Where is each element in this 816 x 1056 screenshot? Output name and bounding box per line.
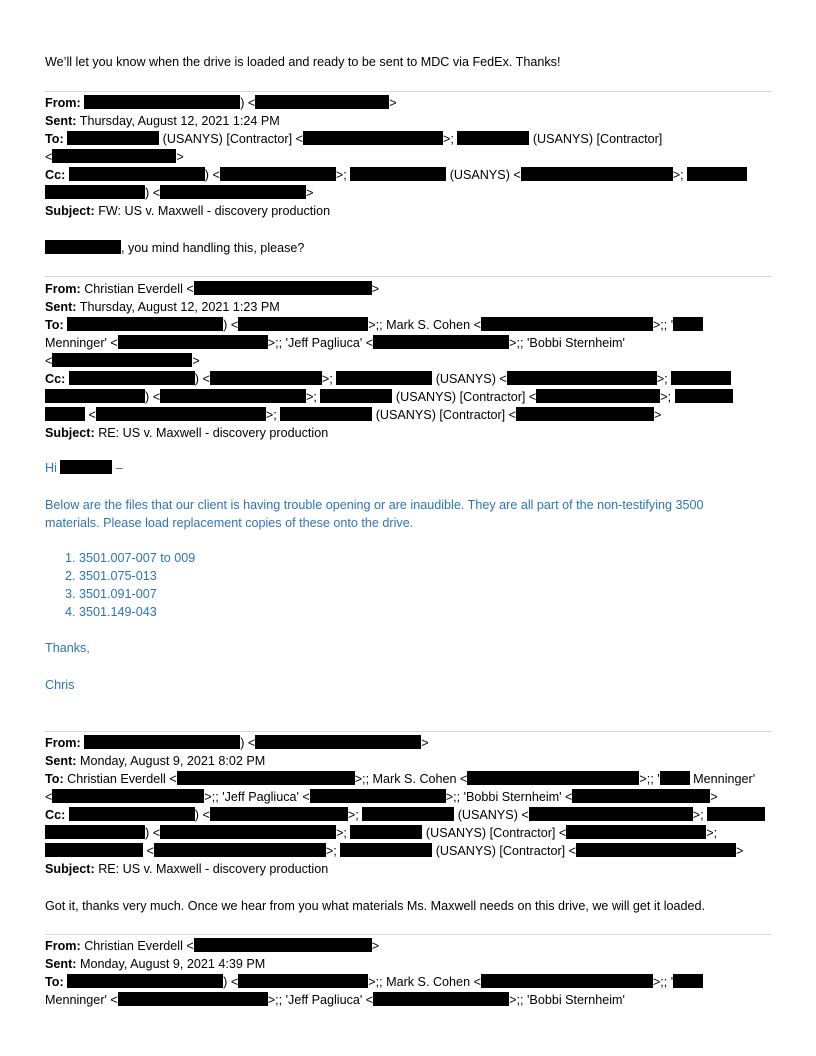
redaction xyxy=(529,807,693,821)
redaction xyxy=(310,789,446,803)
email1-sent: Sent: Thursday, August 12, 2021 1:24 PM xyxy=(45,114,280,128)
redaction xyxy=(69,371,195,385)
email1-to: To: (USANYS) [Contractor] < >; (USANYS) [Contractor] xyxy=(45,132,663,146)
redaction xyxy=(160,185,306,199)
redaction xyxy=(373,992,509,1006)
email1-to-cont: < > xyxy=(45,150,184,164)
redaction xyxy=(671,371,731,385)
redaction xyxy=(118,335,268,349)
email2-sent: Sent: Thursday, August 12, 2021 1:23 PM xyxy=(45,300,280,314)
email3-cc: Cc: ) < >; (USANYS) < >; xyxy=(45,806,765,824)
email1-cc: Cc: ) < >; (USANYS) < >; xyxy=(45,166,747,184)
email2-body-line1: Below are the files that our client is having trouble opening or are inaudible. They are all part of the non-testifying 3500 xyxy=(45,498,704,512)
email2-to: To: ) < >;; Mark S. Cohen < >;; ' xyxy=(45,316,703,334)
intro-text: We’ll let you know when the drive is loaded and ready to be sent to MDC via FedEx. Thanks! xyxy=(45,55,561,69)
redaction xyxy=(481,974,653,988)
redaction xyxy=(118,992,268,1006)
redaction xyxy=(481,317,653,331)
redaction xyxy=(576,843,736,857)
redaction xyxy=(303,131,443,145)
email2-closing: Thanks, xyxy=(45,641,90,655)
redaction xyxy=(45,240,121,254)
email2-cc-cont2: < >; (USANYS) [Contractor] < > xyxy=(45,406,661,424)
redaction xyxy=(238,974,368,988)
redaction xyxy=(457,131,529,145)
redaction xyxy=(52,789,204,803)
email2-cc-cont: ) < >; (USANYS) [Contractor] < >; xyxy=(45,388,733,406)
redaction xyxy=(280,407,372,421)
redaction xyxy=(154,843,326,857)
divider xyxy=(45,731,772,732)
redaction xyxy=(373,335,509,349)
redaction xyxy=(566,825,706,839)
email2-to-cont: Menninger' < >;; 'Jeff Pagliuca' < >;; 'Bobbi Sternheim' xyxy=(45,336,625,350)
redaction xyxy=(350,167,446,181)
redaction xyxy=(45,407,85,421)
redaction xyxy=(52,353,192,367)
email3-body: Got it, thanks very much. Once we hear from you what materials Ms. Maxwell needs on this drive, we will get it loaded. xyxy=(45,899,706,913)
redaction xyxy=(362,807,454,821)
email3-cc-cont: ) < >; (USANYS) [Contractor] < >; xyxy=(45,824,717,842)
email1-from: From: ) < > xyxy=(45,96,397,110)
email3-to: To: Christian Everdell < >;; Mark S. Cohen < >;; ' Menninger' xyxy=(45,772,756,786)
file-list-item: 4. 3501.149-043 xyxy=(65,605,157,619)
file-list-item: 3. 3501.091-007 xyxy=(65,587,157,601)
redaction xyxy=(238,317,368,331)
redaction xyxy=(210,807,348,821)
redaction xyxy=(45,825,145,839)
email3-from: From: ) < > xyxy=(45,736,429,750)
redaction xyxy=(67,974,223,988)
email3-to-cont: < >;; 'Jeff Pagliuca' < >;; 'Bobbi Sternheim' < > xyxy=(45,790,718,804)
email2-from: From: Christian Everdell < > xyxy=(45,282,380,296)
email4-to: To: ) < >;; Mark S. Cohen < >;; ' xyxy=(45,973,703,991)
email3-subject: Subject: RE: US v. Maxwell - discovery production xyxy=(45,862,329,876)
email2-signature: Chris xyxy=(45,678,75,692)
email2-cc: Cc: ) < >; (USANYS) < >; xyxy=(45,370,731,388)
email3-cc-cont2: < >; (USANYS) [Contractor] < > xyxy=(45,842,743,860)
redaction xyxy=(220,167,336,181)
redaction xyxy=(467,771,639,785)
email3-sent: Sent: Monday, August 9, 2021 8:02 PM xyxy=(45,754,266,768)
redaction xyxy=(45,389,145,403)
redaction xyxy=(673,317,703,331)
email4-to-cont: Menninger' < >;; 'Jeff Pagliuca' < >;; 'Bobbi Sternheim' xyxy=(45,993,625,1007)
redaction xyxy=(69,807,195,821)
email2-greeting: Hi – xyxy=(45,461,123,475)
redaction xyxy=(350,825,422,839)
email4-from: From: Christian Everdell < > xyxy=(45,939,380,953)
redaction xyxy=(194,281,372,295)
email2-to-cont2: < > xyxy=(45,354,200,368)
email1-body: , you mind handling this, please? xyxy=(45,239,304,257)
redaction xyxy=(52,149,176,163)
redaction xyxy=(160,389,306,403)
redaction xyxy=(687,167,747,181)
redaction xyxy=(521,167,673,181)
email1-cc-cont: ) < > xyxy=(45,184,313,202)
email4-sent: Sent: Monday, August 9, 2021 4:39 PM xyxy=(45,957,266,971)
redaction xyxy=(507,371,657,385)
redaction xyxy=(67,131,159,145)
email2-body-line2: materials. Please load replacement copies of these onto the drive. xyxy=(45,516,414,530)
divider xyxy=(45,91,772,92)
redaction xyxy=(255,735,421,749)
redaction xyxy=(673,974,703,988)
redaction xyxy=(572,789,710,803)
redaction xyxy=(69,167,205,181)
redaction xyxy=(320,389,392,403)
redaction xyxy=(536,389,660,403)
redaction xyxy=(340,843,432,857)
redaction xyxy=(707,807,765,821)
redaction xyxy=(194,938,372,952)
redaction xyxy=(336,371,432,385)
redaction xyxy=(45,843,143,857)
file-list-item: 1. 3501.007-007 to 009 xyxy=(65,551,196,565)
redaction xyxy=(675,389,733,403)
redaction xyxy=(60,460,112,474)
redaction xyxy=(45,185,145,199)
redaction xyxy=(255,95,389,109)
divider xyxy=(45,276,772,277)
file-list-item: 2. 3501.075-013 xyxy=(65,569,157,583)
redaction xyxy=(516,407,654,421)
redaction xyxy=(660,771,690,785)
redaction xyxy=(96,407,266,421)
redaction xyxy=(210,371,322,385)
redaction xyxy=(84,95,240,109)
redaction xyxy=(84,735,240,749)
redaction xyxy=(67,317,223,331)
redaction xyxy=(160,825,336,839)
divider xyxy=(45,934,772,935)
email1-subject: Subject: FW: US v. Maxwell - discovery production xyxy=(45,204,331,218)
redaction xyxy=(177,771,355,785)
email2-subject: Subject: RE: US v. Maxwell - discovery production xyxy=(45,426,329,440)
